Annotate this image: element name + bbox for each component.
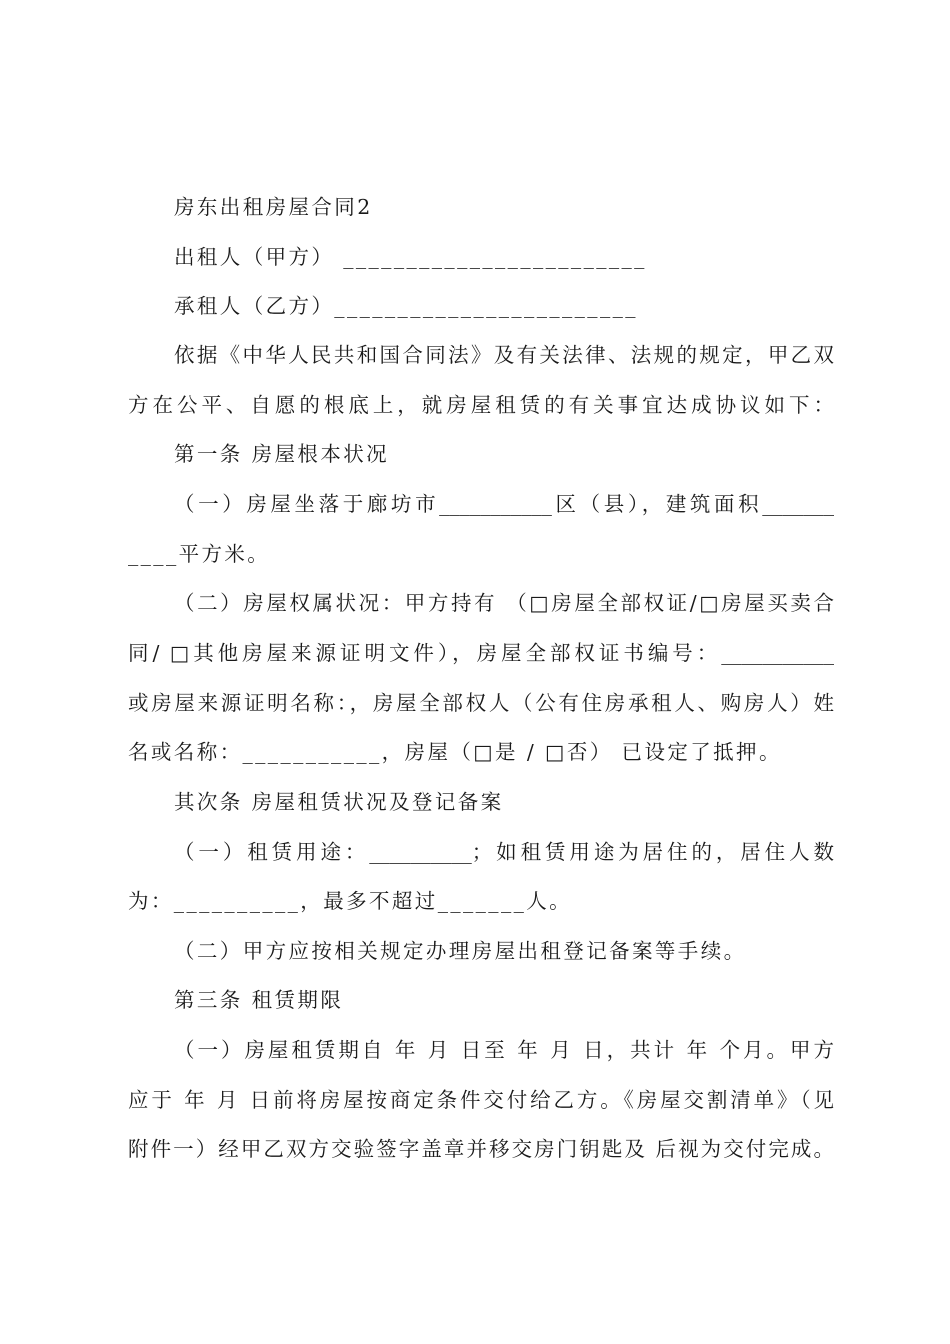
article-3-item-1-line-3: 附件一）经甲乙双方交验签字盖章并移交房门钥匙及 后视为交付完成。: [128, 1137, 834, 1161]
preamble-line-1: 依据《中华人民共和国合同法》及有关法律、法规的规定，甲乙双: [174, 343, 834, 367]
article-3-item-1-line-2: 应于 年 月 日前将房屋按商定条件交付给乙方。《房屋交割清单》（见: [128, 1088, 834, 1112]
article-1-item-2-line-4: 名或名称：___________，房屋（□是 / □否） 已设定了抵押。: [128, 740, 782, 764]
article-3-item-1-line-1: （一）房屋租赁期自 年 月 日至 年 月 日，共计 年 个月。甲方: [174, 1038, 834, 1062]
lessor-line: 出租人（甲方） ________________________: [174, 245, 647, 269]
article-1-item-1-line-2: ____平方米。: [128, 542, 271, 566]
lessee-line: 承租人（乙方）________________________: [174, 294, 638, 318]
article-3-heading: 第三条 租赁期限: [174, 988, 344, 1012]
article-2-item-2: （二）甲方应按相关规定办理房屋出租登记备案等手续。: [174, 939, 747, 963]
article-2-item-1-line-2: 为：__________，最多不超过_______人。: [128, 889, 573, 913]
article-1-item-2-line-2: 同/ □其他房屋来源证明文件），房屋全部权证书编号：___________: [128, 641, 834, 665]
article-1-heading: 第一条 房屋根本状况: [174, 442, 390, 466]
article-1-item-2-line-1: （二）房屋权属状况：甲方持有 （□房屋全部权证/□房屋买卖合: [174, 591, 834, 615]
article-2-item-1-line-1: （一）租赁用途：__________；如租赁用途为居住的，居住人数: [174, 840, 834, 864]
document-title: 房东出租房屋合同2: [174, 195, 373, 219]
article-2-heading: 其次条 房屋租赁状况及登记备案: [174, 790, 504, 814]
article-1-item-2-line-3: 或房屋来源证明名称：，房屋全部权人（公有住房承租人、购房人）姓: [128, 691, 834, 715]
article-1-item-1-line-1: （一）房屋坐落于廊坊市___________区（县），建筑面积_______: [174, 492, 834, 516]
preamble-line-2: 方在公平、自愿的根底上，就房屋租赁的有关事宜达成协议如下：: [128, 393, 834, 417]
